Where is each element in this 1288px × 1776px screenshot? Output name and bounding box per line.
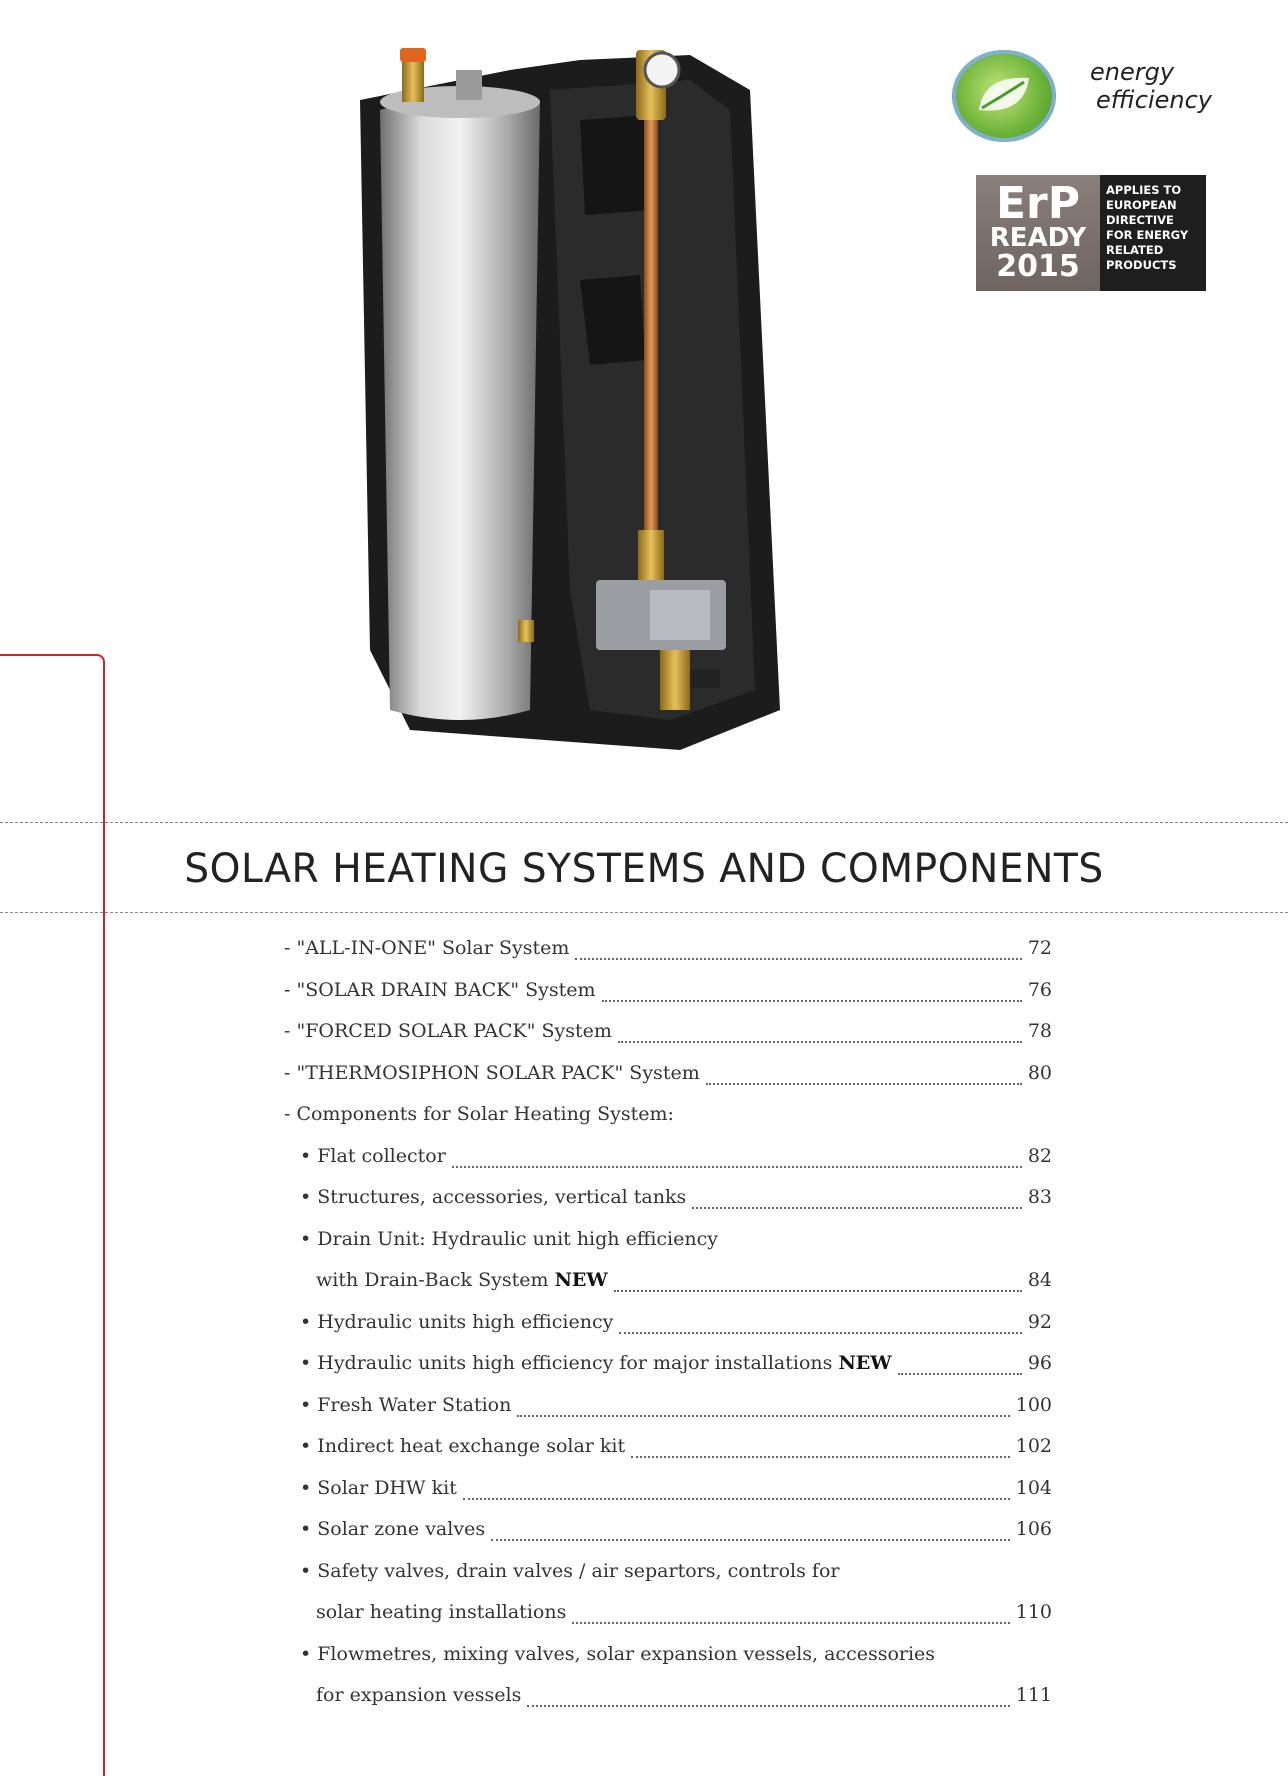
toc-leader xyxy=(631,1456,1010,1458)
toc-row-continued[interactable] xyxy=(284,1551,1052,1593)
toc-label-text: • Hydraulic units high efficiency for major installations xyxy=(300,1352,833,1374)
toc-page: 78 xyxy=(1027,1020,1052,1042)
toc-leader xyxy=(692,1207,1022,1209)
erp-ready-text: READY xyxy=(989,223,1087,253)
toc-page: 76 xyxy=(1027,978,1052,1001)
erp-note-line: EUROPEAN xyxy=(1106,198,1177,212)
erp-note-line: RELATED xyxy=(1106,243,1164,257)
toc-row[interactable] xyxy=(284,1675,1052,1717)
toc-label: solar heating installations xyxy=(316,1601,567,1623)
toc-row-continued[interactable] xyxy=(284,1634,1052,1676)
toc-row[interactable] xyxy=(284,1302,1052,1344)
erp-note-line: FOR ENERGY xyxy=(1106,228,1189,242)
toc-page: 82 xyxy=(1027,1144,1052,1167)
toc-leader xyxy=(614,1290,1022,1292)
toc-label: for expansion vessels xyxy=(316,1684,522,1706)
toc-page: 80 xyxy=(1027,1061,1052,1084)
toc-label: • Fresh Water Station xyxy=(300,1393,512,1416)
toc-leader xyxy=(706,1083,1022,1085)
toc-page: 102 xyxy=(1015,1435,1052,1457)
toc-label: • Indirect heat exchange solar kit xyxy=(300,1435,626,1457)
toc-page: 106 xyxy=(1015,1518,1052,1540)
toc-row[interactable] xyxy=(284,1592,1052,1634)
toc-leader xyxy=(517,1415,1009,1417)
toc-page: 83 xyxy=(1027,1186,1052,1208)
erp-note-line: APPLIES TO xyxy=(1106,183,1182,197)
toc-page: 92 xyxy=(1027,1310,1052,1333)
new-badge: NEW xyxy=(838,1352,892,1374)
toc-label-text: with Drain-Back System xyxy=(316,1269,549,1291)
logo-text-line1: energy xyxy=(1090,58,1175,86)
toc-row[interactable] xyxy=(284,1468,1052,1510)
toc-page: 100 xyxy=(1015,1393,1052,1416)
new-badge: NEW xyxy=(554,1269,608,1291)
erp-text: ErP xyxy=(995,178,1080,229)
toc-page: 104 xyxy=(1015,1476,1052,1499)
toc-row[interactable] xyxy=(284,1053,1052,1095)
toc-page: 111 xyxy=(1015,1684,1052,1706)
dashed-divider-top xyxy=(0,822,1288,823)
toc-label: - "SOLAR DRAIN BACK" System xyxy=(284,978,596,1001)
erp-note-line: DIRECTIVE xyxy=(1106,213,1174,227)
toc-leader xyxy=(463,1498,1010,1500)
toc-label: - "FORCED SOLAR PACK" System xyxy=(284,1020,612,1042)
toc-leader xyxy=(491,1539,1010,1541)
erp-year-text: 2015 xyxy=(996,249,1080,284)
toc-page: 72 xyxy=(1027,937,1052,959)
toc-label xyxy=(300,1343,898,1385)
toc-leader xyxy=(619,1332,1021,1334)
toc-leader xyxy=(898,1373,1022,1375)
toc-heading-row xyxy=(284,1094,1052,1136)
toc-row[interactable] xyxy=(284,1343,1052,1385)
toc-row[interactable] xyxy=(284,1426,1052,1468)
toc-row[interactable] xyxy=(284,928,1052,970)
dashed-divider-bottom xyxy=(0,912,1288,913)
toc-row[interactable] xyxy=(284,1509,1052,1551)
toc-label: - Components for Solar Heating System: xyxy=(284,1103,674,1125)
energy-efficiency-label xyxy=(1090,58,1212,114)
toc-label: • Flowmetres, mixing valves, solar expansion vessels, accessories xyxy=(300,1642,936,1665)
toc-leader xyxy=(527,1705,1009,1707)
toc-leader xyxy=(575,958,1021,960)
erp-note-line: PRODUCTS xyxy=(1106,258,1177,272)
toc-label: - "THERMOSIPHON SOLAR PACK" System xyxy=(284,1061,700,1084)
solar-tank-illustration xyxy=(350,30,870,810)
toc-leader xyxy=(602,1000,1022,1002)
toc-page: 84 xyxy=(1027,1269,1052,1291)
section-title: SOLAR HEATING SYSTEMS AND COMPONENTS xyxy=(184,846,1104,892)
toc-page: 110 xyxy=(1015,1601,1052,1623)
toc-row[interactable] xyxy=(284,1011,1052,1053)
erp-ready-badge xyxy=(976,175,1206,291)
toc-label: • Solar zone valves xyxy=(300,1518,486,1540)
toc-row[interactable] xyxy=(284,1177,1052,1219)
toc-label: - "ALL-IN-ONE" Solar System xyxy=(284,937,570,959)
toc-leader xyxy=(452,1166,1022,1168)
toc-row-continued[interactable] xyxy=(284,1219,1052,1261)
toc-page: 96 xyxy=(1027,1352,1052,1374)
toc-row[interactable] xyxy=(284,1385,1052,1427)
toc-label: • Safety valves, drain valves / air separtors, controls for xyxy=(300,1559,840,1582)
toc-leader xyxy=(572,1622,1009,1624)
toc-row[interactable] xyxy=(284,1260,1052,1302)
toc-label: • Solar DHW kit xyxy=(300,1476,457,1499)
toc-label: • Flat collector xyxy=(300,1144,446,1167)
toc-row[interactable] xyxy=(284,1136,1052,1178)
energy-efficiency-leaf-icon xyxy=(952,50,1056,142)
toc-label: • Structures, accessories, vertical tanks xyxy=(300,1186,687,1208)
table-of-contents xyxy=(284,928,1052,1717)
toc-row[interactable] xyxy=(284,970,1052,1012)
logo-text-line2: efficiency xyxy=(1096,86,1212,114)
toc-label: • Hydraulic units high efficiency xyxy=(300,1310,614,1333)
toc-label xyxy=(316,1260,614,1302)
toc-leader xyxy=(618,1041,1022,1043)
toc-label: • Drain Unit: Hydraulic unit high efficiency xyxy=(300,1227,718,1250)
